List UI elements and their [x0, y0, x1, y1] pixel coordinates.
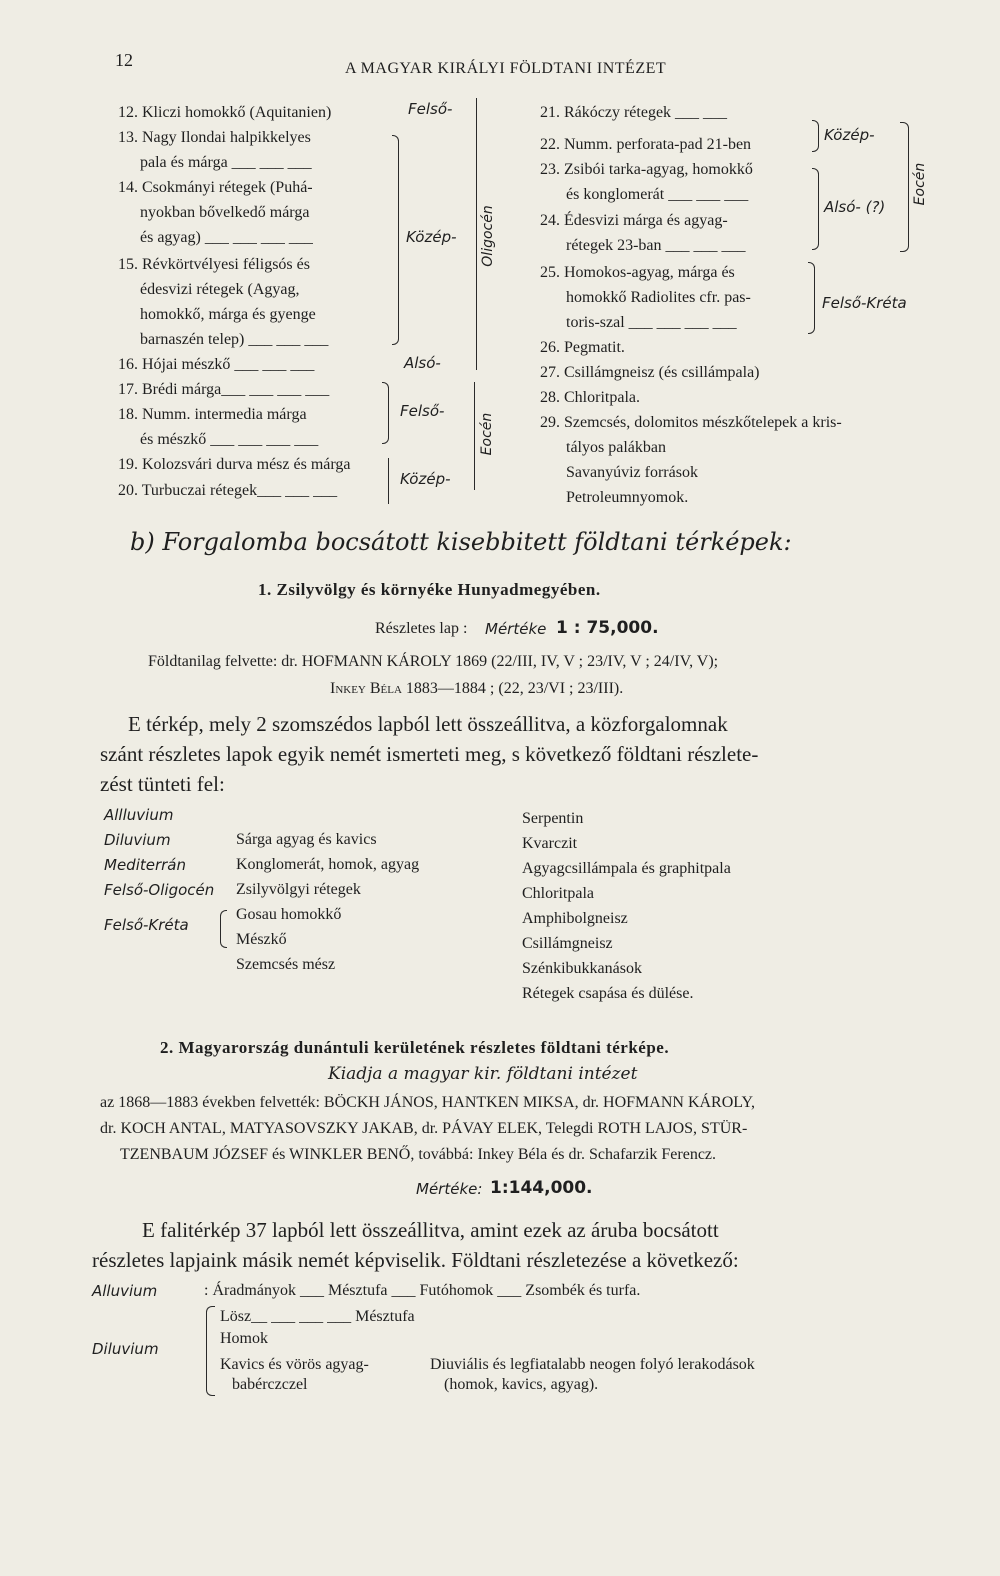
diluvium-line: Lösz__ ___ ___ ___ Mésztufa: [220, 1308, 415, 1325]
list-item: homokkő, márga és gyenge: [140, 306, 316, 323]
list-item: 17. Brédi márga___ ___ ___ ___: [118, 381, 330, 398]
map2-scale-value: 1:144,000.: [490, 1178, 593, 1198]
legend-item: Szénkibukkanások: [522, 960, 642, 977]
list-item: barnaszén telep) ___ ___ ___: [140, 331, 329, 348]
list-item: Petroleumnyomok.: [566, 489, 689, 506]
list-item: 21. Rákóczy rétegek ___ ___: [540, 104, 728, 121]
legend-label: Mediterrán: [104, 856, 187, 874]
list-item: 28. Chloritpala.: [540, 389, 640, 406]
diluvium-right-1: Diuviális és legfiatalabb neogen folyó lerakodások: [430, 1356, 755, 1373]
brace: [220, 910, 227, 948]
brace: [812, 168, 819, 250]
legend-item: Sárga agyag és kavics: [236, 831, 377, 848]
list-item: 23. Zsibói tarka-agyag, homokkő: [540, 161, 753, 178]
legend-item: Konglomerát, homok, agyag: [236, 856, 420, 873]
legend-item: Kvarczit: [522, 835, 578, 852]
legend-item: Serpentin: [522, 810, 584, 827]
map1-scale-label: Mértéke: [485, 620, 547, 638]
legend-item: Gosau homokkő: [236, 906, 342, 923]
label-felso-1: Felső-: [408, 100, 453, 118]
epoch-eocen-right: Eocén: [912, 162, 928, 206]
list-item: 27. Csillámgneisz (és csillámpala): [540, 364, 760, 381]
list-item: 19. Kolozsvári durva mész és márga: [118, 456, 351, 473]
brace: [392, 135, 399, 345]
legend-label: Allluvium: [104, 806, 174, 824]
map2-survey-line2: dr. KOCH ANTAL, MATYASOVSZKY JAKAB, dr. PÁVAY ELEK, Telegdi ROTH LAJOS, STÜR-: [100, 1120, 748, 1137]
brace: [808, 262, 815, 334]
alluvium-text: : Áradmányok ___ Mésztufa ___ Futóhomok ___ Zsombék és turfa.: [204, 1282, 641, 1299]
legend-label: Felső-Kréta: [104, 916, 189, 934]
running-title: A MAGYAR KIRÁLYI FÖLDTANI INTÉZET: [345, 60, 667, 77]
map2-publisher: Kiadja a magyar kir. földtani intézet: [328, 1064, 638, 1084]
list-item: 22. Numm. perforata-pad 21-ben: [540, 136, 752, 153]
list-item: édesvizi rétegek (Agyag,: [140, 281, 300, 298]
map1-title: 1. Zsilyvölgy és környéke Hunyadmegyében.: [258, 580, 601, 599]
diluvium-line: Kavics és vörös agyag-: [220, 1356, 369, 1373]
diluvium-right-2: (homok, kavics, agyag).: [444, 1376, 599, 1393]
map1-survey-line1: Földtanilag felvette: dr. HOFMANN KÁROLY 1869 (22/III, IV, V ; 23/IV, V ; 24/IV, V);: [148, 653, 719, 670]
list-item: 20. Turbuczai rétegek___ ___ ___: [118, 482, 338, 499]
diluvium-label: Diluvium: [92, 1340, 159, 1358]
epoch-line: [476, 98, 477, 370]
list-item: toris-szal ___ ___ ___ ___: [566, 314, 737, 331]
label-also-1: Alsó-: [404, 354, 441, 372]
map1-para-line1: E térkép, mely 2 szomszédos lapból lett összeállitva, a közforgalomnak: [128, 712, 728, 736]
legend-item: Szemcsés mész: [236, 956, 336, 973]
map2-para-line2: részletes lapjaink másik nemét képviselik. Földtani részletezése a következő:: [92, 1248, 739, 1272]
list-item: és mészkő ___ ___ ___ ___: [140, 431, 319, 448]
legend-item: Amphibolgneisz: [522, 910, 628, 927]
legend-item: Chloritpala: [522, 885, 594, 902]
epoch-oligocen: Oligocén: [480, 205, 496, 267]
map1-para-line2: szánt részletes lapok egyik nemét ismerteti meg, s következő földtani részlete-: [100, 742, 759, 766]
map1-scale-value: 1 : 75,000.: [556, 618, 659, 638]
brace: [388, 458, 389, 504]
list-item: és agyag) ___ ___ ___ ___: [140, 229, 313, 246]
list-item: 14. Csokmányi rétegek (Puhá-: [118, 179, 313, 196]
list-item: homokkő Radiolites cfr. pas-: [566, 289, 751, 306]
list-item: 16. Hójai mészkő ___ ___ ___: [118, 356, 315, 373]
list-item: Savanyúviz források: [566, 464, 698, 481]
alluvium-label: Alluvium: [92, 1282, 158, 1300]
section-b-heading: b) Forgalomba bocsátott kisebbitett földtani térképek:: [130, 528, 792, 556]
list-item: pala és márga ___ ___ ___: [140, 154, 312, 171]
list-item: 15. Révkörtvélyesi féligsós és: [118, 256, 310, 273]
list-item: tályos palákban: [566, 439, 666, 456]
map1-survey-line2: Inkey Béla 1883—1884 ; (22, 23/VI ; 23/III).: [330, 680, 624, 697]
diluvium-line: Homok: [220, 1330, 268, 1347]
legend-item: Mészkő: [236, 931, 287, 948]
brace: [900, 122, 909, 252]
map1-para-line3: zést tünteti fel:: [100, 772, 225, 796]
map2-survey-line3: TZENBAUM JÓZSEF és WINKLER BENŐ, továbbá: Inkey Béla és dr. Schafarzik Ferencz.: [120, 1146, 717, 1163]
list-item: 24. Édesvizi márga és agyag-: [540, 212, 728, 229]
list-item: rétegek 23-ban ___ ___ ___: [566, 237, 746, 254]
list-item: 13. Nagy Ilondai halpikkelyes: [118, 129, 311, 146]
diluvium-line: babérczczel: [232, 1376, 308, 1393]
legend-label: Felső-Oligocén: [104, 881, 215, 899]
epoch-eocen-left: Eocén: [479, 412, 495, 456]
brace: [812, 120, 819, 152]
map2-scale-label: Mértéke:: [416, 1180, 483, 1198]
list-item: 12. Kliczi homokkő (Aquitanien): [118, 104, 332, 121]
legend-item: Csillámgneisz: [522, 935, 613, 952]
label-kozep-2: Közép-: [400, 470, 451, 488]
legend-label: Diluvium: [104, 831, 171, 849]
brace: [206, 1306, 215, 1396]
map1-scale-prefix: Részletes lap :: [375, 620, 468, 637]
legend-item: Agyagcsillámpala és graphitpala: [522, 860, 731, 877]
list-item: nyokban bővelkedő márga: [140, 204, 310, 221]
list-item: 26. Pegmatit.: [540, 339, 625, 356]
label-also-right: Alsó- (?): [824, 198, 886, 216]
legend-item: Zsilyvölgyi rétegek: [236, 881, 361, 898]
map2-para-line1: E falitérkép 37 lapból lett összeállitva, amint ezek az áruba bocsátott: [142, 1218, 719, 1242]
epoch-line: [474, 382, 475, 490]
list-item: 18. Numm. intermedia márga: [118, 406, 307, 423]
map2-survey-line1: az 1868—1883 években felvették: BÖCKH JÁNOS, HANTKEN MIKSA, dr. HOFMANN KÁROLY,: [100, 1094, 755, 1111]
list-item: 29. Szemcsés, dolomitos mészkőtelepek a kris-: [540, 414, 842, 431]
label-felso-2: Felső-: [400, 402, 445, 420]
label-kozep-1: Közép-: [406, 228, 457, 246]
list-item: és konglomerát ___ ___ ___: [566, 186, 749, 203]
brace: [382, 382, 389, 444]
label-felso-kreta-right: Felső-Kréta: [822, 294, 907, 312]
page-number: 12: [115, 50, 133, 70]
label-kozep-right: Közép-: [824, 126, 875, 144]
map2-title: 2. Magyarország dunántuli kerületének részletes földtani térképe.: [160, 1038, 670, 1057]
list-item: 25. Homokos-agyag, márga és: [540, 264, 735, 281]
legend-item: Rétegek csapása és dülése.: [522, 985, 694, 1002]
